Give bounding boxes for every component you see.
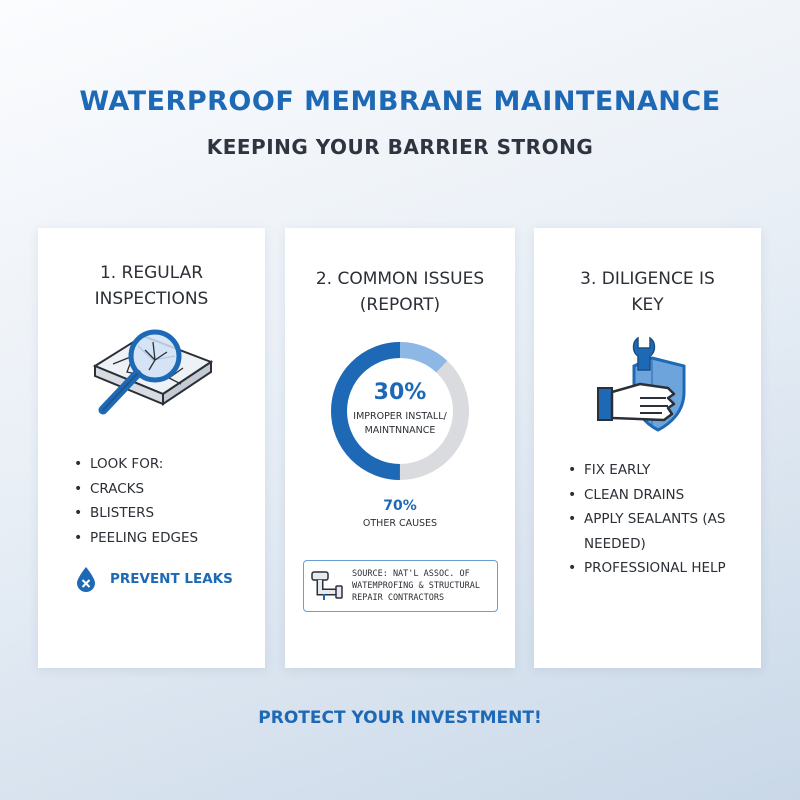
inspection-list (74, 452, 198, 550)
other-pct: 70% (383, 498, 417, 514)
prevent-leaks-label: PREVENT LEAKS (110, 571, 233, 587)
source-text (352, 568, 480, 604)
list-item: • LOOK FOR: (74, 452, 198, 477)
card-title (38, 260, 265, 312)
page-title: WATERPROOF MEMBRANE MAINTENANCE (79, 86, 721, 117)
diligence-list (568, 458, 748, 581)
other-causes (285, 498, 515, 529)
list-item: • APPLY SEALANTS (AS NEEDED) (568, 507, 748, 556)
magnifier-on-cracked-tile-icon (83, 316, 233, 426)
card-regular-inspections (38, 228, 265, 668)
list-item: • FIX EARLY (568, 458, 748, 483)
improper-label-line1: IMPROPER INSTALL/ (353, 411, 447, 422)
card-title (285, 266, 515, 318)
water-drop-x-icon (76, 566, 96, 592)
source-box (303, 560, 498, 612)
footer-cta: PROTECT YOUR INVESTMENT! (258, 708, 542, 728)
card-title-line1: 2. COMMON ISSUES (315, 269, 485, 289)
hand-wrench-shield-icon (594, 336, 704, 436)
improper-label-line2: MAINTNNANCE (364, 425, 436, 436)
source-line1: SOURCE: NAT'L ASSOC. OF (352, 569, 470, 579)
card-title-line2: KEY (631, 295, 664, 315)
prevent-leaks-callout (76, 566, 233, 592)
list-item: • CLEAN DRAINS (568, 483, 748, 508)
list-item: • CRACKS (74, 477, 198, 502)
donut-center (329, 380, 471, 438)
list-item: • PROFESSIONAL HELP (568, 556, 748, 581)
card-title-line1: 1. REGULAR (99, 263, 204, 283)
other-label: OTHER CAUSES (362, 518, 438, 529)
card-title-line2: INSPECTIONS (94, 289, 209, 309)
issues-donut-chart (329, 340, 471, 482)
page-subtitle: KEEPING YOUR BARRIER STRONG (206, 135, 594, 159)
source-line3: REPAIR CONTRACTORS (352, 593, 445, 603)
list-item: • BLISTERS (74, 501, 198, 526)
card-title-line2: (REPORT) (359, 295, 441, 315)
pipe-icon (310, 568, 344, 604)
source-line2: WATEMPROFING & STRUCTURAL (352, 581, 480, 591)
list-item: • PEELING EDGES (74, 526, 198, 551)
card-title (534, 266, 761, 318)
card-diligence (534, 228, 761, 668)
card-title-line1: 3. DILIGENCE IS (580, 269, 715, 289)
improper-pct: 30% (373, 380, 427, 405)
card-common-issues (285, 228, 515, 668)
